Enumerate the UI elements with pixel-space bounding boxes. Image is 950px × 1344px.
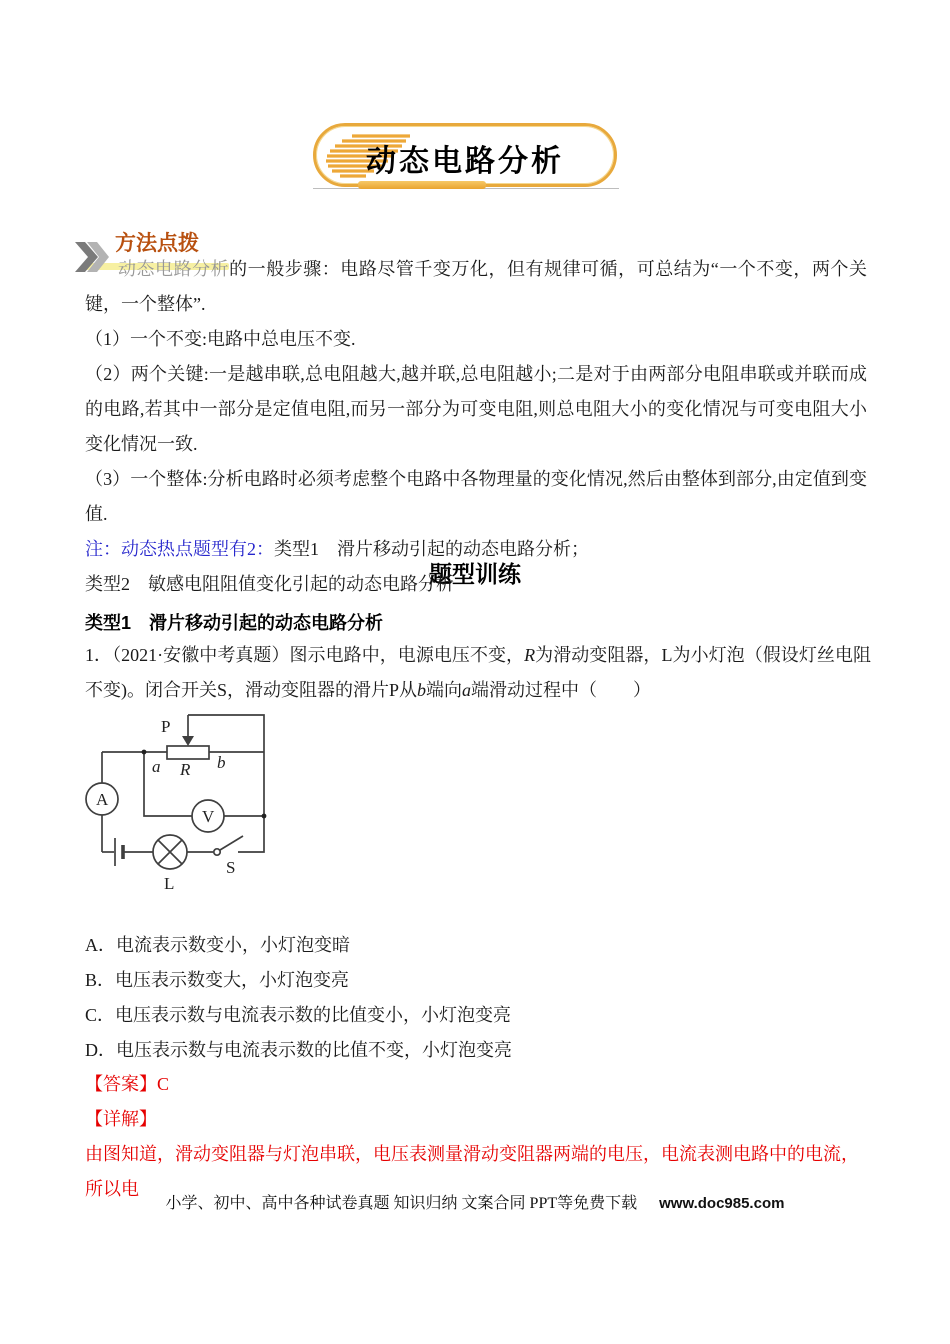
page-footer	[0, 1190, 950, 1213]
option-list	[85, 928, 871, 1068]
double-chevron-icon	[75, 236, 109, 272]
title-banner-pill	[313, 123, 617, 187]
footer-site-link[interactable]: www.doc985.com	[659, 1195, 785, 1212]
option-b: B．电压表示数变大，小灯泡变亮	[85, 970, 350, 990]
rheostat-label: R	[180, 760, 191, 779]
faded-text: 动态电路分析	[118, 259, 230, 279]
switch-label: S	[226, 858, 236, 877]
terminal-a-label: a	[152, 757, 161, 776]
banner-underline-bar	[358, 181, 486, 189]
slider-arrow-icon	[182, 736, 194, 746]
method-section-header	[75, 227, 199, 272]
method-paragraph-4: （3）一个整体:分析电路时必须考虑整个电路中各物理量的变化情况,然后由整体到部分,由定值到变值.	[85, 469, 867, 524]
type1-heading: 类型1 滑片移动引起的动态电路分析	[85, 613, 384, 633]
ammeter-label: A	[96, 790, 109, 809]
circuit-diagram	[85, 712, 297, 908]
method-note-line2: 类型2 敏感电阻阻值变化引起的动态电路分析	[85, 574, 454, 594]
explanation-text: 由图知道，滑动变阻器与灯泡串联，电压表测量滑动变阻器两端的电压，电流表测电路中的电流，所以电	[85, 1144, 859, 1199]
answer-block	[85, 1067, 871, 1207]
method-paragraph-3: （2）两个关键:一是越串联,总电阻越大,越并联,总电阻越小;二是对于由两部分电阻串联或并联而成的电路,若其中一部分是定值电阻,而另一部分为可变电阻,则总电阻大小的变化情况与可变电阻大小变化情况一致.	[85, 364, 867, 454]
lamp-label: L	[164, 874, 175, 893]
answer-label: 【答案】	[85, 1074, 157, 1094]
question-1-text: 1．（2021·安徽中考真题）图示电路中，电源电压不变，R为滑动变阻器，L为小灯泡（假设灯丝电阻不变)。闭合开关S，滑动变阻器的滑片P从b端向a端滑动过程中（ ）	[85, 645, 871, 700]
method-paragraph-2: （1）一个不变:电路中总电压不变.	[85, 329, 356, 349]
page-title: 动态电路分析	[366, 145, 564, 178]
option-d: D．电压表示数与电流表示数的比值不变，小灯泡变亮	[85, 1040, 512, 1060]
title-banner	[313, 123, 619, 189]
terminal-b-label: b	[217, 753, 226, 772]
footer-text: 小学、初中、高中各种试卷真题 知识归纳 文案合同 PPT等免费下载	[165, 1195, 638, 1212]
answer-line	[85, 1067, 871, 1102]
method-body	[85, 252, 867, 602]
slider-label: P	[161, 717, 171, 736]
option-c: C．电压表示数与电流表示数的比值变小，小灯泡变亮	[85, 1005, 512, 1025]
explain-label: 【详解】	[85, 1109, 157, 1129]
voltmeter-label: V	[202, 807, 215, 826]
answer-value: C	[157, 1074, 170, 1094]
method-section-title: 方法点拨	[115, 232, 199, 255]
method-note: 注：动态热点题型有2：类型1 滑片移动引起的动态电路分析；	[85, 539, 589, 559]
training-heading: 题型训练	[429, 561, 521, 587]
method-paragraph-1: 动态电路分析的一般步骤：电路尽管千变万化，但有规律可循，可总结为“一个不变，两个关键，一个整体”.	[85, 259, 867, 314]
option-a: A．电流表示数变小，小灯泡变暗	[85, 935, 350, 955]
note-label: 注：动态热点题型有2：	[85, 539, 274, 559]
